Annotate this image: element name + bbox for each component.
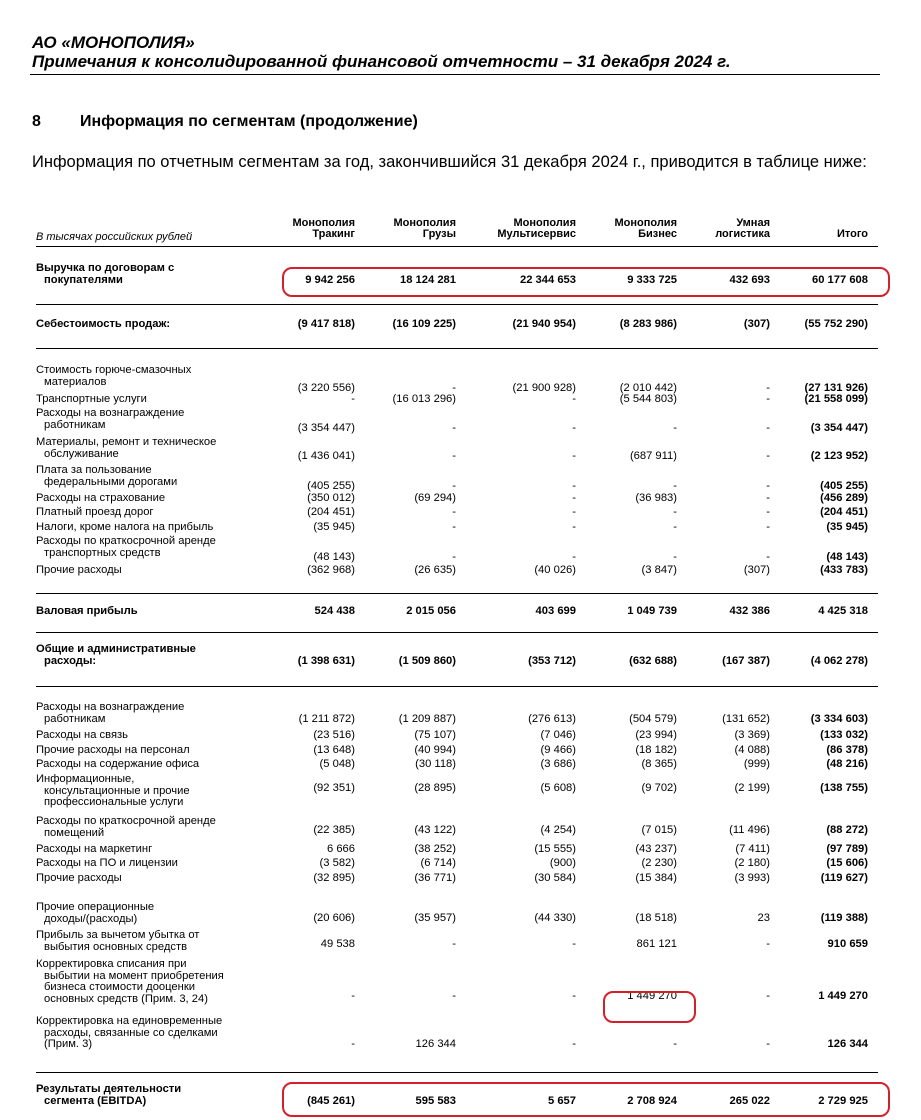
table-cell: (32 895) xyxy=(313,872,355,884)
table-cell: (35 945) xyxy=(826,521,868,533)
row-label xyxy=(36,522,268,534)
table-cell: (43 122) xyxy=(414,823,456,836)
table-cell: (276 613) xyxy=(528,712,576,725)
row-label xyxy=(36,930,268,953)
table-cell: - xyxy=(766,393,770,405)
table-cell: (9 702) xyxy=(641,781,677,794)
table-cell: (26 635) xyxy=(414,564,456,576)
table-cell: (18 518) xyxy=(635,911,677,924)
table-cell: (405 255) xyxy=(820,479,868,492)
table-cell: - xyxy=(572,492,576,504)
table-cell: - xyxy=(572,1038,576,1050)
separator xyxy=(36,348,878,349)
row-label-line: консультационные и прочие xyxy=(44,784,190,797)
separator xyxy=(36,304,878,305)
table-cell: (119 388) xyxy=(820,911,868,924)
row-label xyxy=(36,959,268,1005)
row-label xyxy=(36,844,268,856)
table-cell: (4 254) xyxy=(540,823,576,836)
row-label-line: покупателями xyxy=(44,273,123,286)
column-header xyxy=(690,218,770,240)
table-cell: - xyxy=(452,421,456,434)
row-label-line: Общие и административные xyxy=(36,643,196,655)
table-cell: 4 425 318 xyxy=(818,605,868,617)
table-cell: (13 648) xyxy=(313,744,355,756)
table-cell: (18 182) xyxy=(635,744,677,756)
table-cell: - xyxy=(766,1038,770,1050)
row-label-line: Транспортные услуги xyxy=(36,393,147,405)
row-label-line: Информационные, xyxy=(36,773,135,785)
table-cell: (2 230) xyxy=(641,857,677,869)
table-cell: (35 945) xyxy=(313,521,355,533)
table-cell: (307) xyxy=(743,564,770,576)
table-cell: (16 013 296) xyxy=(392,393,456,405)
table-cell: (7 015) xyxy=(641,823,677,836)
table-cell: (6 714) xyxy=(420,857,456,869)
table-cell: (2 010 442) xyxy=(619,381,677,394)
section-number: 8 xyxy=(32,113,41,130)
table-cell: (405 255) xyxy=(307,479,355,492)
row-label-line: выбытия основных средств xyxy=(44,940,188,953)
table-cell: (3 354 447) xyxy=(810,421,868,434)
table-cell: 126 344 xyxy=(415,1038,456,1050)
table-cell: - xyxy=(673,550,677,563)
row-label xyxy=(36,774,268,809)
table-cell: 126 344 xyxy=(827,1038,868,1050)
units-label: В тысячах российских рублей xyxy=(36,231,193,243)
row-label xyxy=(36,858,268,870)
row-label xyxy=(36,730,268,742)
table-cell: (362 968) xyxy=(307,564,355,576)
row-label-line: федеральными дорогами xyxy=(44,475,178,488)
column-header-line: логистика xyxy=(715,228,770,240)
table-cell: - xyxy=(452,989,456,1002)
table-cell: (3 220 556) xyxy=(297,381,355,394)
table-cell: 432 693 xyxy=(729,273,770,286)
table-cell: (1 436 041) xyxy=(297,449,355,462)
row-label-line: доходы/(расходы) xyxy=(44,912,138,925)
table-cell: (30 118) xyxy=(415,758,456,770)
table-cell: 22 344 653 xyxy=(520,273,576,286)
table-cell: - xyxy=(766,479,770,492)
row-label-line: Прибыль за вычетом убытка от xyxy=(36,929,200,941)
column-header xyxy=(587,218,677,240)
table-cell: 1 049 739 xyxy=(627,605,677,617)
table-cell: (900) xyxy=(549,857,576,869)
table-cell: (44 330) xyxy=(534,911,576,924)
row-label-line: Расходы на содержание офиса xyxy=(36,758,200,770)
row-label xyxy=(36,408,268,431)
table-cell: - xyxy=(452,479,456,492)
separator xyxy=(36,1072,878,1073)
table-cell: 9 333 725 xyxy=(627,273,677,286)
table-cell: (7 046) xyxy=(540,729,576,741)
row-label-line: работникам xyxy=(44,418,106,431)
table-cell: (133 032) xyxy=(820,729,868,741)
table-cell: 595 583 xyxy=(415,1094,456,1107)
table-cell: (23 994) xyxy=(635,729,677,741)
table-cell: (2 123 952) xyxy=(810,449,868,462)
column-header xyxy=(265,218,355,240)
table-cell: (30 584) xyxy=(534,872,576,884)
row-label-line: Стоимость горюче-смазочных xyxy=(36,364,192,376)
table-cell: - xyxy=(673,521,677,533)
table-cell: (48 216) xyxy=(826,758,868,770)
table-cell: (23 516) xyxy=(313,729,355,741)
table-cell: (1 209 887) xyxy=(398,712,456,725)
header-underline xyxy=(36,246,878,247)
row-label-line: Прочие расходы xyxy=(36,872,122,884)
table-cell: (504 579) xyxy=(629,712,677,725)
table-cell: 9 942 256 xyxy=(305,273,355,286)
row-label-line: профессиональные услуги xyxy=(44,796,184,808)
table-cell: (15 555) xyxy=(534,843,576,855)
table-cell: (845 261) xyxy=(307,1094,355,1107)
row-label-line: Прочие расходы на персонал xyxy=(36,744,190,756)
separator xyxy=(36,593,878,594)
table-cell: (131 652) xyxy=(722,712,770,725)
table-cell: (2 199) xyxy=(734,781,770,794)
table-cell: (35 957) xyxy=(414,911,456,924)
table-cell: - xyxy=(452,449,456,462)
table-cell: (48 143) xyxy=(313,550,355,563)
column-header-line: Монополия xyxy=(393,217,456,229)
row-label xyxy=(36,759,268,771)
table-cell: - xyxy=(572,937,576,950)
row-label xyxy=(36,394,268,406)
table-cell: 5 657 xyxy=(548,1094,576,1107)
table-cell: (632 688) xyxy=(629,654,677,667)
table-cell: - xyxy=(572,393,576,405)
table-cell: - xyxy=(452,937,456,950)
table-cell: (2 180) xyxy=(734,857,770,869)
table-cell: (21 940 954) xyxy=(512,318,576,330)
row-label xyxy=(36,319,268,331)
row-label xyxy=(36,437,268,460)
row-label-line: Материалы, ремонт и техническое xyxy=(36,436,217,448)
row-label-line: помещений xyxy=(44,826,105,839)
column-header xyxy=(778,229,868,240)
column-header xyxy=(466,218,576,240)
row-label xyxy=(36,365,268,388)
column-header xyxy=(366,218,456,240)
table-cell: (5 048) xyxy=(319,758,355,770)
document-subtitle: Примечания к консолидированной финансовой отчетности – 31 декабря 2024 г. xyxy=(32,52,731,71)
row-label-line: расходы: xyxy=(44,654,97,667)
table-cell: - xyxy=(673,1038,677,1050)
row-label-line: Расходы на вознаграждение xyxy=(36,407,185,419)
table-cell: 6 666 xyxy=(327,843,355,855)
row-label-line: материалов xyxy=(44,375,107,388)
row-label xyxy=(36,536,268,559)
row-label-line: Платный проезд дорог xyxy=(36,506,154,518)
row-label-line: Себестоимость продаж: xyxy=(36,318,171,330)
table-cell: (3 582) xyxy=(319,857,355,869)
highlight-adjustment-box xyxy=(603,991,696,1023)
table-cell: (3 354 447) xyxy=(297,421,355,434)
table-cell: (350 012) xyxy=(307,492,355,504)
table-cell: (4 088) xyxy=(734,744,770,756)
table-cell: - xyxy=(766,521,770,533)
column-header-line: Итого xyxy=(836,228,868,240)
table-cell: (11 496) xyxy=(729,823,770,836)
table-cell: - xyxy=(452,521,456,533)
table-cell: (21 558 099) xyxy=(804,393,868,405)
section-title: Информация по сегментам (продолжение) xyxy=(80,113,418,130)
table-cell: (48 143) xyxy=(826,550,868,563)
table-cell: 403 699 xyxy=(535,605,576,617)
row-label-line: Прочие операционные xyxy=(36,901,155,913)
row-label-line: Корректировка на единовременные xyxy=(36,1015,223,1027)
table-cell: - xyxy=(766,421,770,434)
table-cell: (38 252) xyxy=(414,843,456,855)
table-cell: (119 627) xyxy=(820,872,868,884)
table-cell: (36 983) xyxy=(635,492,677,504)
table-cell: - xyxy=(572,449,576,462)
table-cell: (5 608) xyxy=(540,781,576,794)
table-cell: 861 121 xyxy=(636,937,677,950)
table-cell: 23 xyxy=(757,911,770,924)
table-cell: - xyxy=(766,989,770,1002)
table-cell: (204 451) xyxy=(820,506,868,518)
table-cell: (3 993) xyxy=(734,872,770,884)
row-label-line: Расходы на маркетинг xyxy=(36,843,153,855)
table-cell: - xyxy=(766,550,770,563)
table-cell: (433 783) xyxy=(820,564,868,576)
table-cell: (9 417 818) xyxy=(297,318,355,330)
table-cell: (69 294) xyxy=(414,492,456,504)
row-label-line: Налоги, кроме налога на прибыль xyxy=(36,521,214,533)
row-label-line: расходы, связанные со сделками xyxy=(44,1026,218,1039)
table-cell: (8 283 986) xyxy=(619,318,677,330)
row-label xyxy=(36,565,268,577)
table-cell: 2 708 924 xyxy=(627,1094,677,1107)
table-cell: (3 369) xyxy=(734,729,770,741)
table-cell: (8 365) xyxy=(641,758,677,770)
table-cell: (15 384) xyxy=(635,872,677,884)
table-cell: (86 378) xyxy=(826,744,868,756)
table-cell: (55 752 290) xyxy=(804,318,868,330)
table-cell: 2 729 925 xyxy=(818,1094,868,1107)
table-cell: - xyxy=(766,506,770,518)
row-label-line: обслуживание xyxy=(44,447,119,460)
company-name: АО «МОНОПОЛИЯ» xyxy=(32,33,195,52)
table-cell: (167 387) xyxy=(722,654,770,667)
row-label-line: Расходы на вознаграждение xyxy=(36,701,185,713)
row-label-line: Прочие расходы xyxy=(36,564,122,576)
table-cell: (36 771) xyxy=(414,872,456,884)
table-cell: - xyxy=(452,550,456,563)
table-cell: - xyxy=(673,506,677,518)
table-cell: (15 606) xyxy=(826,857,868,869)
row-label xyxy=(36,1084,268,1107)
row-label xyxy=(36,902,268,925)
table-cell: - xyxy=(572,550,576,563)
table-cell: (92 351) xyxy=(313,781,355,794)
column-header-line: Тракинг xyxy=(312,228,355,240)
table-cell: (204 451) xyxy=(307,506,355,518)
table-cell: - xyxy=(766,449,770,462)
separator xyxy=(36,686,878,687)
row-label-line: Расходы на страхование xyxy=(36,492,166,504)
row-label xyxy=(36,644,268,667)
column-header-line: Монополия xyxy=(513,217,576,229)
table-cell: (999) xyxy=(743,758,770,770)
table-cell: - xyxy=(351,1038,355,1050)
column-header-line: Умная xyxy=(736,217,770,229)
section-intro: Информация по отчетным сегментам за год, закончившийся 31 декабря 2024 г., приводится в таблице ниже: xyxy=(32,153,867,171)
row-label xyxy=(36,263,268,286)
column-header-line: Мультисервис xyxy=(497,228,576,240)
table-cell: (3 686) xyxy=(540,758,576,770)
table-cell: - xyxy=(351,989,355,1002)
table-cell: (1 509 860) xyxy=(398,654,456,667)
table-cell: - xyxy=(572,989,576,1002)
table-cell: (88 272) xyxy=(826,823,868,836)
table-cell: - xyxy=(673,479,677,492)
row-label xyxy=(36,606,268,618)
row-label xyxy=(36,493,268,505)
table-cell: 60 177 608 xyxy=(812,273,868,286)
table-cell: 1 449 270 xyxy=(818,989,868,1002)
row-label xyxy=(36,873,268,885)
table-cell: (20 606) xyxy=(313,911,355,924)
table-cell: 432 386 xyxy=(729,605,770,617)
table-cell: - xyxy=(452,381,456,394)
row-label xyxy=(36,745,268,757)
header-rule xyxy=(30,74,880,75)
table-cell: (27 131 926) xyxy=(804,381,868,394)
row-label xyxy=(36,702,268,725)
table-cell: (28 895) xyxy=(414,781,456,794)
row-label-line: Расходы по краткосрочной аренде xyxy=(36,535,216,547)
table-cell: 524 438 xyxy=(314,605,355,617)
table-cell: - xyxy=(766,937,770,950)
table-cell: (5 544 803) xyxy=(619,393,677,405)
row-label-line: Выручка по договорам с xyxy=(36,262,175,274)
row-label xyxy=(36,816,268,839)
table-cell: (40 026) xyxy=(534,564,576,576)
row-label-line: работникам xyxy=(44,712,106,725)
separator xyxy=(36,632,878,633)
table-cell: - xyxy=(351,393,355,405)
row-label-line: Корректировка списания при xyxy=(36,958,187,970)
table-cell: (456 289) xyxy=(820,492,868,504)
row-label-line: транспортных средств xyxy=(44,546,161,559)
highlight-revenue-box xyxy=(282,267,890,297)
table-cell: (22 385) xyxy=(313,823,355,836)
table-cell: - xyxy=(572,521,576,533)
table-cell: 1 449 270 xyxy=(627,989,677,1002)
table-cell: (3 847) xyxy=(641,564,677,576)
row-label-line: Результаты деятельности xyxy=(36,1083,182,1095)
row-label-line: бизнеса стоимости дооценки xyxy=(44,981,195,993)
row-label xyxy=(36,507,268,519)
highlight-ebitda-box xyxy=(282,1082,890,1117)
column-header-line: Монополия xyxy=(614,217,677,229)
row-label-line: выбытии на момент приобретения xyxy=(44,969,224,982)
table-cell: (40 994) xyxy=(414,744,456,756)
table-cell: (353 712) xyxy=(528,654,576,667)
table-cell: 265 022 xyxy=(729,1094,770,1107)
row-label xyxy=(36,465,268,488)
table-cell: (9 466) xyxy=(540,744,576,756)
table-cell: (307) xyxy=(743,318,770,330)
row-label xyxy=(36,1016,268,1051)
table-cell: - xyxy=(572,479,576,492)
row-label-line: Валовая прибыль xyxy=(36,605,138,617)
row-label-line: основных средств (Прим. 3, 24) xyxy=(44,992,208,1005)
table-cell: (687 911) xyxy=(629,449,677,462)
column-header-line: Грузы xyxy=(422,228,456,240)
table-cell: (97 789) xyxy=(826,843,868,855)
column-header-line: Монополия xyxy=(292,217,355,229)
table-cell: 49 538 xyxy=(320,937,355,950)
row-label-line: (Прим. 3) xyxy=(44,1038,93,1050)
table-cell: - xyxy=(673,421,677,434)
row-label-line: сегмента (EBITDA) xyxy=(44,1094,147,1107)
table-cell: - xyxy=(766,381,770,394)
table-cell: - xyxy=(572,506,576,518)
table-cell: 18 124 281 xyxy=(400,273,456,286)
table-cell: (138 755) xyxy=(820,781,868,794)
table-cell: (3 334 603) xyxy=(810,712,868,725)
row-label-line: Расходы на ПО и лицензии xyxy=(36,857,178,869)
table-cell: - xyxy=(452,506,456,518)
table-cell: (7 411) xyxy=(735,843,770,855)
row-label-line: Расходы на связь xyxy=(36,729,128,741)
table-cell: (43 237) xyxy=(635,843,677,855)
table-cell: (16 109 225) xyxy=(392,318,456,330)
table-cell: (1 211 872) xyxy=(298,712,355,725)
row-label-line: Расходы по краткосрочной аренде xyxy=(36,815,216,827)
table-cell: (21 900 928) xyxy=(512,381,576,394)
table-cell: (4 062 278) xyxy=(810,654,868,667)
row-label-line: Плата за пользование xyxy=(36,464,152,476)
table-cell: - xyxy=(572,421,576,434)
table-cell: - xyxy=(766,492,770,504)
table-cell: (1 398 631) xyxy=(297,654,355,667)
table-cell: 2 015 056 xyxy=(406,605,456,617)
table-cell: (75 107) xyxy=(414,729,456,741)
column-header-line: Бизнес xyxy=(638,228,677,240)
table-cell: 910 659 xyxy=(827,937,868,950)
